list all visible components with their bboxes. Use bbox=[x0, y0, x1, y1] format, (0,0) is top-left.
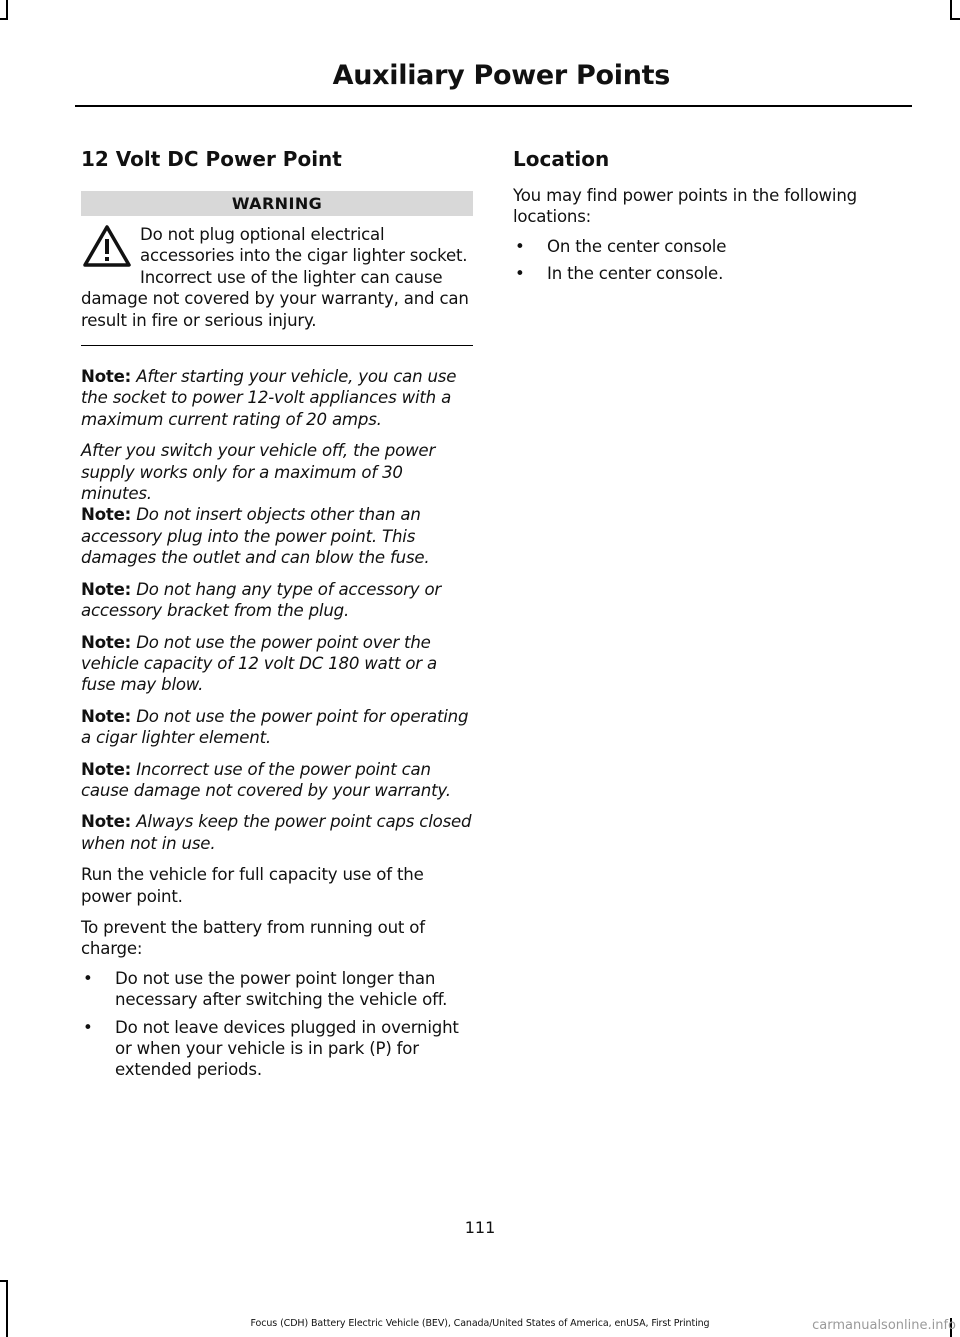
list-item: • In the center console. bbox=[513, 263, 908, 284]
note-1: Note: After starting your vehicle, you can use the socket to power 12-volt appliances with a maximum current rating of 20 amps. bbox=[81, 367, 457, 429]
page-title: Auxiliary Power Points bbox=[332, 60, 670, 91]
crop-mark-bottom-left-h bbox=[0, 1280, 8, 1282]
note-3: Note: Do not hang any type of accessory or accessory bracket from the plug. bbox=[81, 579, 442, 621]
list-item: • Do not use the power point longer than necessary after switching the vehicle off. bbox=[81, 968, 473, 1011]
right-column bbox=[513, 145, 908, 291]
paragraph-full-capacity: Run the vehicle for full capacity use of the power point. bbox=[81, 865, 424, 906]
crop-mark-top-right-v bbox=[950, 0, 952, 18]
note-7: Note: Always keep the power point caps closed when not in use. bbox=[81, 812, 472, 853]
note-6: Note: Incorrect use of the power point can cause damage not covered by your warranty. bbox=[81, 759, 451, 800]
note-2: Note: Do not insert objects other than an accessory plug into the power point. This damages the outlet and can blow the fuse. bbox=[81, 505, 430, 568]
header-rule bbox=[75, 105, 912, 107]
page-number: 111 bbox=[464, 1218, 496, 1237]
list-item: • On the center console bbox=[513, 236, 908, 257]
battery-tips-list bbox=[81, 968, 473, 1081]
section-heading-location: Location bbox=[513, 147, 610, 171]
warning-label: WARNING bbox=[81, 191, 473, 216]
note-1-continued: After you switch your vehicle off, the power supply works only for a maximum of 30 minutes. bbox=[81, 441, 436, 504]
watermark: carmanualsonline.info bbox=[812, 1318, 956, 1333]
note-5: Note: Do not use the power point for operating a cigar lighter element. bbox=[81, 706, 469, 748]
warning-text: Do not plug optional electrical accessories into the cigar lighter socket. Incorrect use of the lighter can cause damage not covered by your warranty, and can result in fire or serious injury. bbox=[81, 225, 469, 330]
location-list bbox=[513, 236, 908, 285]
crop-mark-top-right-h bbox=[950, 18, 960, 20]
warning-triangle-icon bbox=[82, 224, 132, 268]
paragraph-prevent-battery: To prevent the battery from running out of charge: bbox=[81, 917, 425, 959]
section-heading-power-point: 12 Volt DC Power Point bbox=[81, 147, 342, 171]
location-intro: You may find power points in the following locations: bbox=[513, 186, 857, 227]
footer-text: Focus (CDH) Battery Electric Vehicle (BEV), Canada/United States of America, enUSA, First Printing bbox=[250, 1318, 710, 1329]
crop-mark-top-left-h bbox=[0, 18, 8, 20]
warning-rule bbox=[81, 345, 473, 346]
note-4: Note: Do not use the power point over the vehicle capacity of 12 volt DC 180 watt or a fuse may blow. bbox=[81, 632, 437, 695]
crop-mark-top-left-v bbox=[6, 0, 8, 18]
left-column bbox=[81, 145, 473, 1087]
list-item: • Do not leave devices plugged in overnight or when your vehicle is in park (P) for extended periods. bbox=[81, 1017, 473, 1081]
warning-box bbox=[81, 224, 473, 331]
